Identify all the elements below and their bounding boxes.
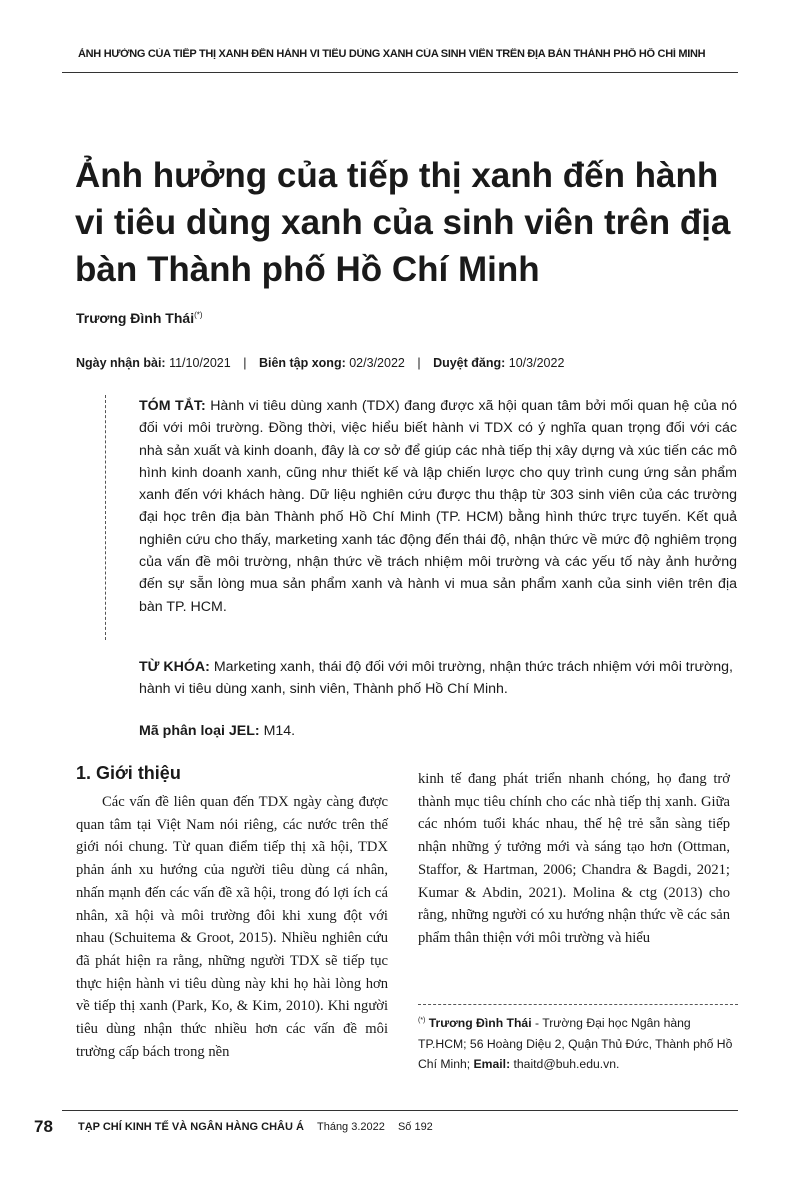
keywords-label: TỪ KHÓA: xyxy=(139,659,210,675)
author-footnote-mark: (*) xyxy=(194,310,203,320)
section-heading: 1. Giới thiệu xyxy=(76,763,181,783)
page-number: 78 xyxy=(34,1117,53,1136)
footnote-affiliation: Trường Đại học Ngân hàng TP.HCM; 56 Hoàng Diệu 2, Quận Thủ Đức, Thành phố Hồ Chí Minh; xyxy=(418,1016,733,1072)
article-title: Ảnh hưởng của tiếp thị xanh đến hành vi tiêu dùng xanh của sinh viên trên địa bàn Thành phố Hồ Chí Minh xyxy=(75,156,731,289)
footnote-email-label: Email: xyxy=(473,1057,511,1072)
footnote-email: thaitd@buh.edu.vn. xyxy=(513,1057,620,1072)
jel-code: M14. xyxy=(263,723,296,739)
body-text-left-column: Các vấn đề liên quan đến TDX ngày càng được quan tâm tại Việt Nam nói riêng, các nước trên thế giới nói chung. Từ quan điểm tiếp thị xã hội, TDX phản ánh xu hướng của người tiêu dùng cá nhân, nhấn mạnh đến các vấn đề xã hội, trong đó lợi ích cá nhân, xã hội và môi trường đôi khi xung đột với nhau (Schuitema & Groot, 2015). Nhiều nghiên cứu đã phát hiện ra rằng, những người TDX sẽ tiếp tục thực hiện hành vi tiêu dùng này khi họ hài lòng hơn về tiếp thị xanh (Park, Ko, & Kim, 2010). Khi người tiêu dùng nhận thức nhiều hơn các vấn đề môi trường cấp bách trong nền xyxy=(76,794,388,1060)
jel-label: Mã phân loại JEL: xyxy=(139,723,260,739)
received-date: 11/10/2021 xyxy=(169,356,231,370)
issue-date: Tháng 3.2022 xyxy=(316,1121,385,1133)
approved-label: Duyệt đăng: xyxy=(433,356,506,370)
abstract-text: Hành vi tiêu dùng xanh (TDX) đang được xã hội quan tâm bởi mối quan hệ của nó đối với môi trường. Đồng thời, việc hiểu biết hành vi TDX có ý nghĩa quan trọng đối với các nhà sản xuất và kinh doanh, đây là cơ sở để giúp các nhà tiếp thị xây dựng và xúc tiến các mô hình kinh doanh xanh, cũng như thiết kế và lập chiến lược cho quy trình cung ứng sản phẩm xanh đến với khách hàng. Dữ liệu nghiên cứu được thu thập từ 303 sinh viên của các trường đại học trên địa bàn Thành phố Hồ Chí Minh (TP. HCM) bằng hình thức trực tuyến. Kết quả nghiên cứu cho thấy, marketing xanh tác động đến thái độ, nhận thức về mức độ nghiêm trọng của vấn đề môi trường, nhận thức về trách nhiệm môi trường và các yếu tố này ảnh hưởng đến sự sẵn lòng mua sản phẩm xanh và hành vi mua sản phẩm xanh của sinh viên trên địa bàn TP. HCM. xyxy=(139,398,737,615)
author-footnote xyxy=(418,1011,740,1075)
date-separator: | xyxy=(417,356,421,370)
footnote-dash: - xyxy=(534,1016,540,1031)
keywords xyxy=(139,656,737,701)
article-dates xyxy=(76,356,564,370)
edited-label: Biên tập xong: xyxy=(258,356,346,370)
running-header: ẢNH HƯỞNG CỦA TIẾP THỊ XANH ĐẾN HÀNH VI TIÊU DÙNG XANH CỦA SINH VIÊN TRÊN ĐỊA BÀN THÀNH PHỐ HỒ CHÍ MINH xyxy=(78,48,706,60)
date-separator: | xyxy=(243,356,247,370)
footnote-mark: (*) xyxy=(418,1017,426,1024)
footnote-rule xyxy=(418,1004,738,1005)
journal-footer xyxy=(78,1121,433,1133)
keywords-text: Marketing xanh, thái độ đối với môi trường, nhận thức trách nhiệm với môi trường, hành vi tiêu dùng xanh, sinh viên, Thành phố Hồ Chí Minh. xyxy=(139,659,733,698)
author-name: Trương Đình Thái xyxy=(76,310,195,326)
issue-number: Số 192 xyxy=(397,1121,433,1133)
edited-date: 02/3/2022 xyxy=(349,356,405,370)
header-rule xyxy=(62,72,738,73)
body-text-right-column: kinh tế đang phát triển nhanh chóng, họ đang trở thành mục tiêu chính cho các nhà tiếp thị xanh. Giữa các nhóm tuổi khác nhau, thế hệ trẻ sẵn sàng tiếp nhận những ý tưởng mới và sáng tạo hơn (Ottman, Staffor, & Hartman, 2006; Chandra & Bagdi, 2021; Kumar & Abdin, 2021). Molina & ctg (2013) cho rằng, những người có xu hướng nhận thức về các sản phẩm thân thiện với môi trường và hiểu xyxy=(418,771,730,946)
footnote-author: Trương Đình Thái xyxy=(428,1016,532,1031)
author-line xyxy=(76,310,203,326)
jel-classification xyxy=(139,723,295,739)
received-label: Ngày nhận bài: xyxy=(76,356,166,370)
abstract-label: TÓM TẮT: xyxy=(139,398,206,414)
footer-rule xyxy=(62,1110,738,1111)
abstract-side-rule xyxy=(105,395,106,640)
journal-title: TẠP CHÍ KINH TẾ VÀ NGÂN HÀNG CHÂU Á xyxy=(78,1121,304,1133)
approved-date: 10/3/2022 xyxy=(508,356,565,370)
abstract xyxy=(139,395,737,618)
